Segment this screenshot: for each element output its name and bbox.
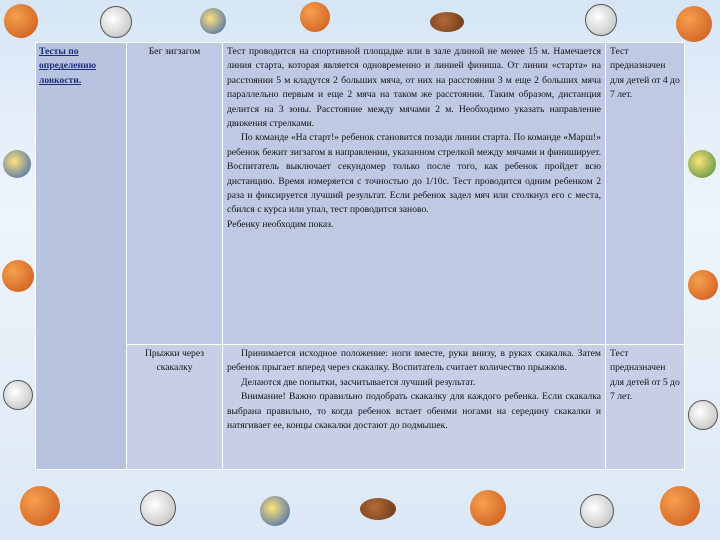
description-paragraph: Принимается исходное положение: ноги вместе, руки внизу, в руках скакалка. Затем ребенок прыгает вперед через скакалку. Воспитатель считает количество прыжков. <box>227 348 601 374</box>
volleyball-icon <box>688 150 716 178</box>
soccer-ball-icon <box>580 494 614 528</box>
basketball-icon <box>688 270 718 300</box>
test-description <box>223 345 605 435</box>
volleyball-icon <box>260 496 290 526</box>
section-title: Тесты по определению ловкости. <box>39 46 96 86</box>
volleyball-icon <box>200 8 226 34</box>
description-paragraph: Тест проводится на спортивной площадке или в зале длиной не менее 15 м. Намечается линия старта, которая является одновременно и линией финиша. От линии «старта» на расстоянии 5 м кладутся 2 больших мяча, от них на расстоянии 3 м еще 2 больших мяча параллельно первым и еще 2 мяча на таком же расстоянии. Таким образом, дистанция делится на 3 зоны. Расстояние между мячами 2 м. Необходимо указать направление движения стрелками. <box>227 46 601 130</box>
basketball-icon <box>4 4 38 38</box>
description-paragraph: Внимание! Важно правильно подобрать скакалку для каждого ребенка. Если скакалка выбрана правильно, то когда ребенок встает обеими ногами на середину скакалки и натягивает ее, концы скакалки достают до подмышек. <box>227 391 601 432</box>
test-name-cell <box>127 43 223 345</box>
description-paragraph: Ребенку необходим показ. <box>227 218 334 230</box>
soccer-ball-icon <box>140 490 176 526</box>
soccer-ball-icon <box>688 400 718 430</box>
description-paragraph: По команде «На старт!» ребенок становится позади линии старта. По команде «Марш!» ребенок бежит зигзагом в направлении, указанном стрелкой между мячами и финиширует. Воспитатель выключает секундомер только после того, как ребенок пройдет всю дистанцию. Время измеряется с точностью до 1/10с. Тест проводится одним ребенком 2 раза и фиксируется лучший результат. Если ребенок задел мяч или столкнул его с места, сбился с курса или упал, тест проводится заново. <box>227 132 601 216</box>
american-football-icon <box>430 12 464 32</box>
test-note-cell <box>606 345 684 469</box>
american-football-icon <box>360 498 396 520</box>
volleyball-icon <box>3 150 31 178</box>
basketball-icon <box>676 6 712 42</box>
soccer-ball-icon <box>585 4 617 36</box>
basketball-icon <box>300 2 330 32</box>
test-description-cell <box>223 43 606 345</box>
basketball-icon <box>660 486 700 526</box>
basketball-icon <box>20 486 60 526</box>
test-note-cell <box>606 43 684 345</box>
basketball-icon <box>2 260 34 292</box>
test-name-cell <box>127 345 223 469</box>
test-description <box>223 43 605 234</box>
soccer-ball-icon <box>3 380 33 410</box>
test-description-cell <box>223 345 606 469</box>
test-age-note: Тест предназначен для детей от 5 до 7 лет. <box>610 348 680 403</box>
basketball-icon <box>470 490 506 526</box>
description-paragraph: Делаются две попытки, засчитывается лучший результат. <box>241 376 476 388</box>
test-name: Прыжки через скакалку <box>144 348 205 374</box>
section-title-cell <box>36 43 127 469</box>
soccer-ball-icon <box>100 6 132 38</box>
agility-tests-table <box>35 42 685 470</box>
test-name: Бег зигзагом <box>148 46 201 57</box>
test-age-note: Тест предназначен для детей от 4 до 7 лет. <box>610 46 680 101</box>
